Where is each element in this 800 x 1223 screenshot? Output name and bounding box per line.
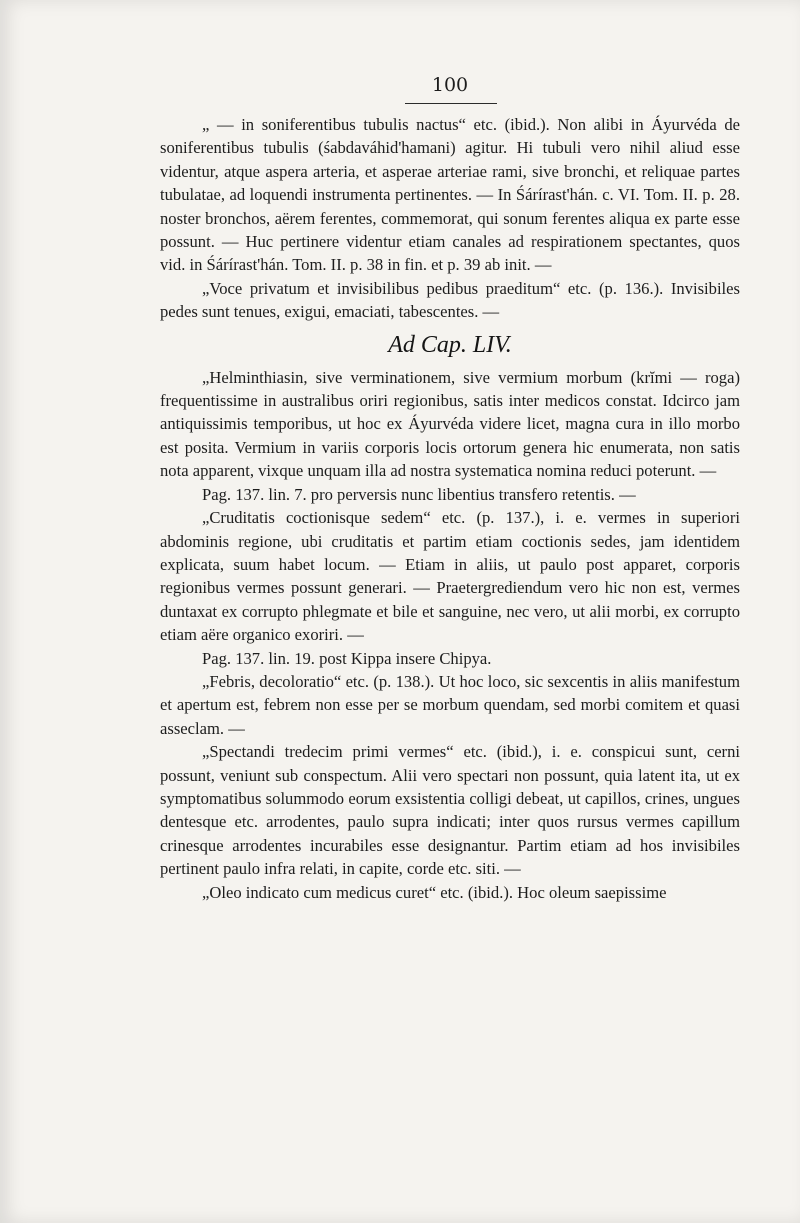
page-body bbox=[160, 113, 740, 904]
paragraph-helminthiasin: „Helminthiasin, sive verminationem, sive vermium morbum (krĭmi — roga) frequentissime in australibus oriri regionibus, satis inter medicos constat. Idcirco jam antiquissimis temporibus, ut hoc ex Áyurvéda videre licet, magna cura in illo morbo est posita. Vermium in variis corporis locis ortorum genera hic enumerata, non satis nota apparent, vixque unquam illa ad nostra systematica nomina reduci poterunt. — bbox=[160, 367, 740, 481]
page-number: 100 bbox=[431, 74, 469, 96]
paragraph-pag-137-lin-7: Pag. 137. lin. 7. pro perversis nunc libentius transfero retentis. — bbox=[202, 484, 636, 504]
paragraph-voce-privatum: „Voce privatum et invisibilibus pedibus praeditum“ etc. (p. 136.). Invisibiles pedes sunt tenues, exigui, emaciati, tabescentes. — bbox=[160, 278, 740, 322]
paragraph-pag-137-lin-19: Pag. 137. lin. 19. post Kippa insere Chipya. bbox=[202, 648, 492, 668]
paragraph-spectandi: „Spectandi tredecim primi vermes“ etc. (ibid.), i. e. conspicui sunt, cerni possunt, veniunt sub conspectum. Alii vero spectari non possunt, quia latent ita, ut ex symptomatibus solummodo eorum exsistentia colligi debeat, ut capillos, crines, ungues dentesque etc. arrodentes, paulo supra indicati; inter quos rursus vermes capillum crinesque arrodentes incurabiles esse designantur. Partim etiam ad hos invisibiles pertinent paulo infra relati, in capite, corde etc. siti. — bbox=[160, 742, 740, 879]
paragraph-febris: „Febris, decoloratio“ etc. (p. 138.). Ut hoc loco, sic sexcentis in aliis manifestum et apertum est, febrem non esse per se morbum quendam, sed morbi comitem et quasi asseclam. — bbox=[160, 671, 740, 738]
paragraph-soniferentibus: „ — in soniferentibus tubulis nactus“ etc. (ibid.). Non alibi in Áyurvéda de soniferentibus tubulis (śabdaváhid'hamani) agitur. Hi tubuli vero nihil aliud esse videntur, atque aspera arteria, et asperae arteriae rami, sive bronchi, et reliquae partes tubulatae, ad loquendi instrumenta pertinentes. — In Śárírast'hán. c. VI. Tom. II. p. 28. noster bronchos, aërem ferentes, commemorat, qui sonum ferentes aliqua ex parte esse possunt. — Huc pertinere videntur etiam canales ad respirationem spectantes, quos vid. in Śárírast'hán. Tom. II. p. 38 in fin. et p. 39 ab init. — bbox=[160, 115, 740, 275]
paragraph-cruditatis: „Cruditatis coctionisque sedem“ etc. (p. 137.), i. e. vermes in superiori abdominis regione, ubi cruditatis et partim etiam coctionis sedes, jam identidem explicata, suum habet locum. — Etiam in aliis, ut paulo post apparet, corporis regionibus vermes possunt generari. — Praetergrediendum vero hic non est, vermes duntaxat ex corrupto phlegmate et bile et sanguine, nec vero, ut alii morbi, ex corrupto etiam aëre organico exoriri. — bbox=[160, 508, 740, 645]
chapter-heading: Ad Cap. LIV. bbox=[388, 331, 512, 358]
page-number-rule bbox=[405, 103, 497, 104]
paragraph-oleo-indicato: „Oleo indicato cum medicus curet“ etc. (ibid.). Hoc oleum saepissime bbox=[202, 882, 667, 902]
